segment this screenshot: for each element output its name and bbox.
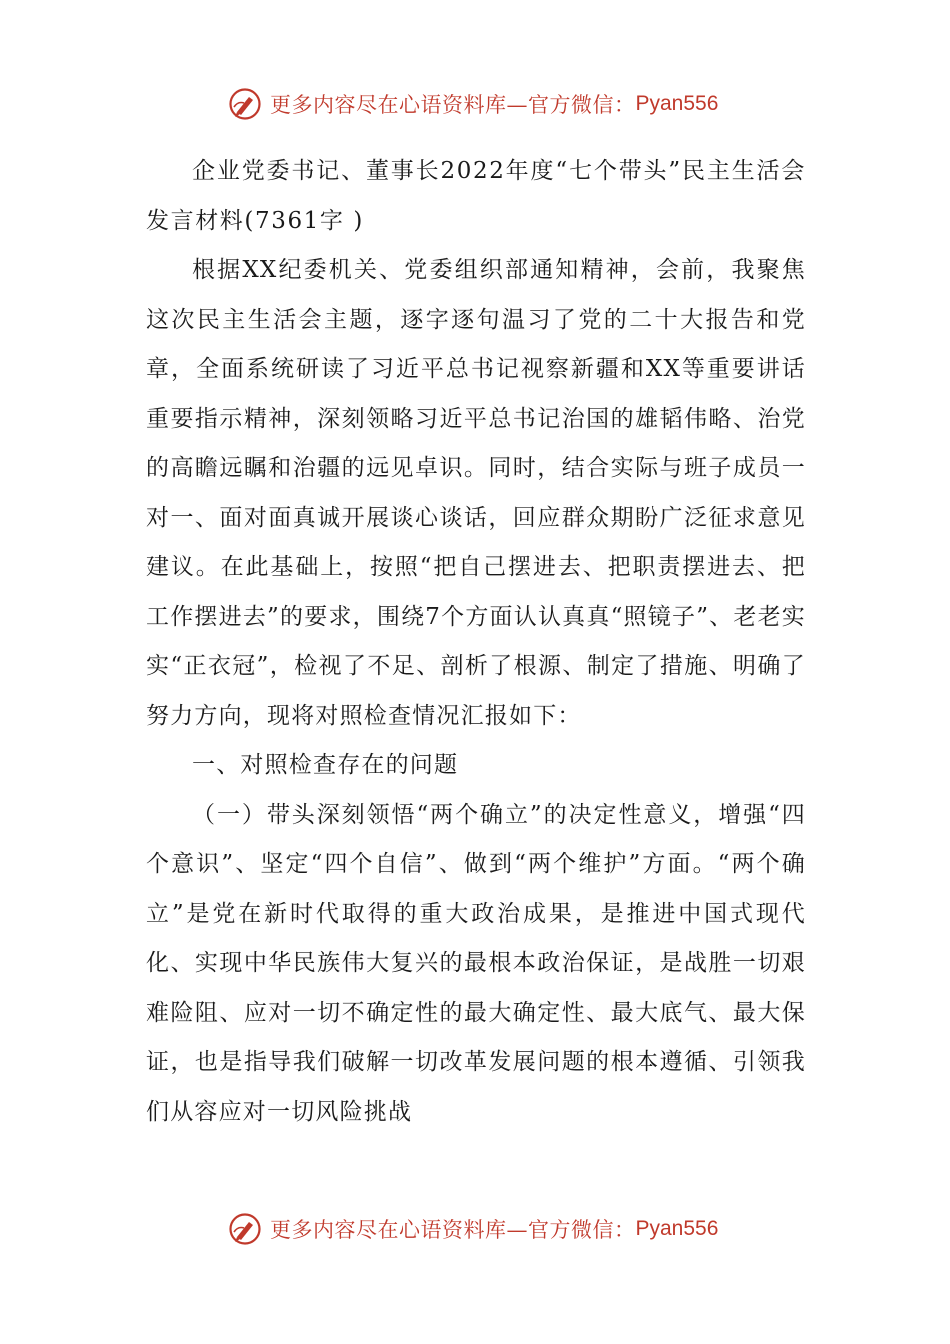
pen-logo-icon [228, 87, 262, 121]
subsection-paragraph: （一）带头深刻领悟“两个确立”的决定性意义，增强“四个意识”、坚定“四个自信”、做到“两个维护”方面。“两个确立”是党在新时代取得的重大政治成果，是推进中国式现代化、实现中华民族伟大复兴的最根本政治保证，是战胜一切艰难险阻、应对一切不确定性的最大确定性、最大底气、最大保证，也是指导我们破解一切改革发展问题的根本遵循、引领我们从容应对一切风险挑战 [146, 801, 806, 1125]
watermark-wechat-id: Pyan556 [635, 92, 719, 115]
document-title: 企业党委书记、董事长2022年度“七个带头”民主生活会发言材料(7361字 ) [146, 158, 806, 234]
watermark-text: 更多内容尽在心语资料库—官方微信： [270, 93, 636, 117]
intro-paragraph: 根据XX纪委机关、党委组织部通知精神，会前，我聚焦这次民主生活会主题，逐字逐句温习了党的二十大报告和党章，全面系统研读了习近平总书记视察新疆和XX等重要讲话重要指示精神，深刻领略习近平总书记治国的雄韬伟略、治党的高瞻远瞩和治疆的远见卓识。同时，结合实际与班子成员一对一、面对面真诚开展谈心谈话，回应群众期盼广泛征求意见建议。在此基础上，按照“把自己摆进去、把职责摆进去、把工作摆进去”的要求，围绕7个方面认认真真“照镜子”、老老实实“正衣冠”，检视了不足、剖析了根源、制定了措施、明确了努力方向，现将对照检查情况汇报如下： [146, 257, 806, 729]
watermark-wechat-id: Pyan556 [635, 1217, 719, 1240]
section-heading: 一、对照检查存在的问题 [192, 752, 459, 778]
document-body [146, 147, 806, 1137]
watermark-text: 更多内容尽在心语资料库—官方微信： [270, 1218, 636, 1242]
header-watermark [228, 82, 718, 126]
pen-logo-icon [228, 1212, 262, 1246]
footer-watermark [228, 1207, 718, 1251]
